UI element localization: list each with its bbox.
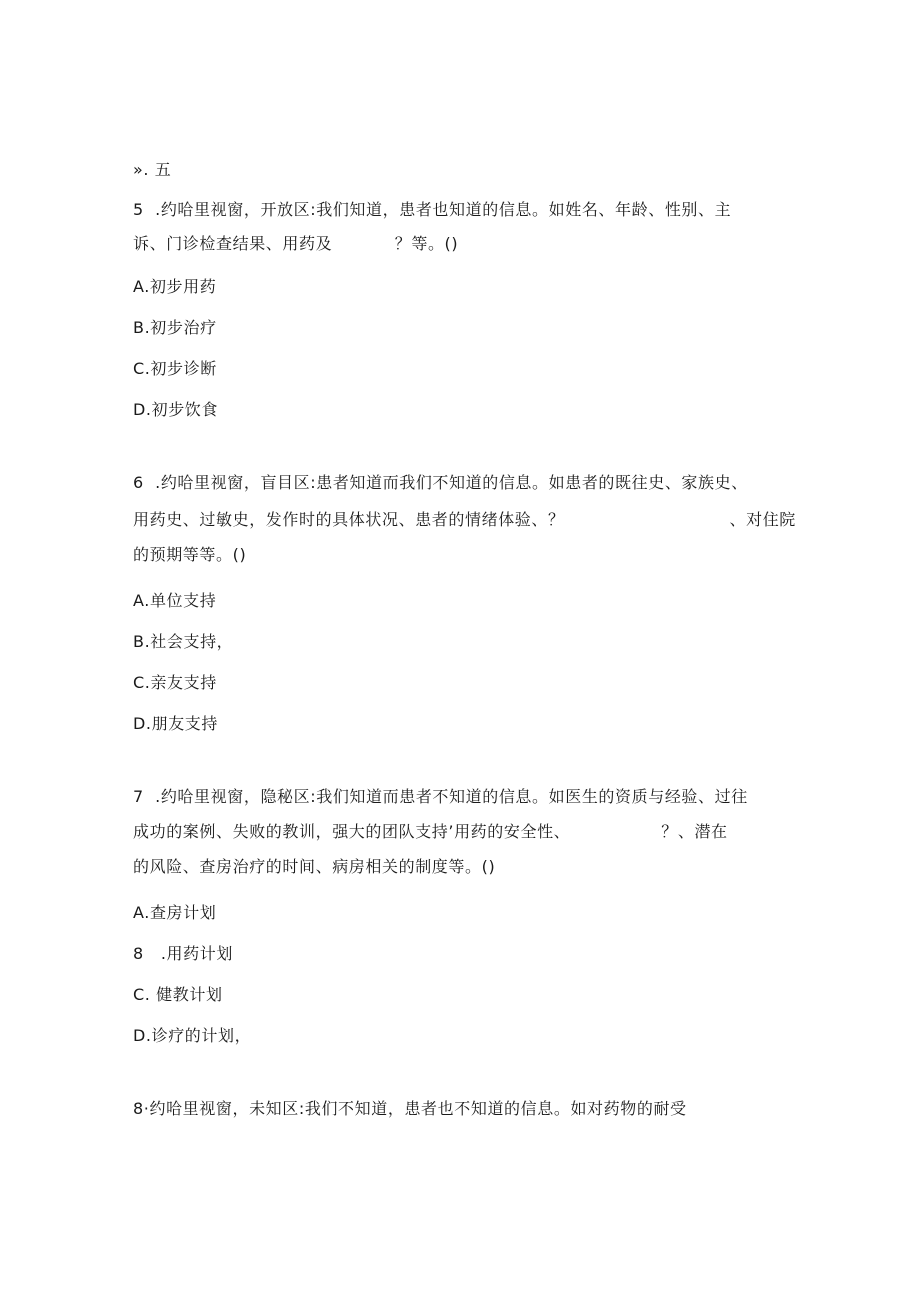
question-stem-line: 5 .约哈里视窗，开放区:我们知道，患者也知道的信息。如姓名、年龄、性别、主 [133,200,732,219]
question-stem-line: 成功的案例、失败的教训，强大的团队支持’用药的安全性、 ？、潜在 [133,822,728,841]
option-a: A.单位支持 [133,591,217,610]
question-stem-line: 6 .约哈里视窗，盲目区:患者知道而我们不知道的信息。如患者的既往史、家族史、 [133,473,748,492]
question-stem-line: 8·约哈里视窗，未知区:我们不知道，患者也不知道的信息。如对药物的耐受 [133,1099,687,1118]
question-stem-line: 诉、门诊检查结果、用药及 ？等。() [133,234,459,253]
option-d: D.初步饮食 [133,400,219,419]
option-c: C.初步诊断 [133,359,217,378]
option-a: A.初步用药 [133,277,217,296]
question-stem-line: 的预期等等。() [133,545,247,564]
question-stem-line: 用药史、过敏史，发作时的具体状况、患者的情绪体验、？ 、对住院 [133,510,796,529]
question-stem-line: 的风险、查房治疗的时间、病房相关的制度等。() [133,857,496,876]
option-a: A.查房计划 [133,903,217,922]
option-b: B.初步治疗 [133,318,217,337]
option-b: 8 .用药计划 [133,944,233,963]
question-stem-line: 7 .约哈里视窗，隐秘区:我们知道而患者不知道的信息。如医生的资质与经验、过往 [133,787,748,806]
option-d: D.朋友支持 [133,714,219,733]
option-c: C.亲友支持 [133,673,217,692]
option-b: B.社会支持， [133,632,234,651]
option-d: D.诊疗的计划， [133,1026,252,1045]
option-c: C. 健教计划 [133,985,223,1004]
page-header-fragment: ». 五 [133,160,172,179]
